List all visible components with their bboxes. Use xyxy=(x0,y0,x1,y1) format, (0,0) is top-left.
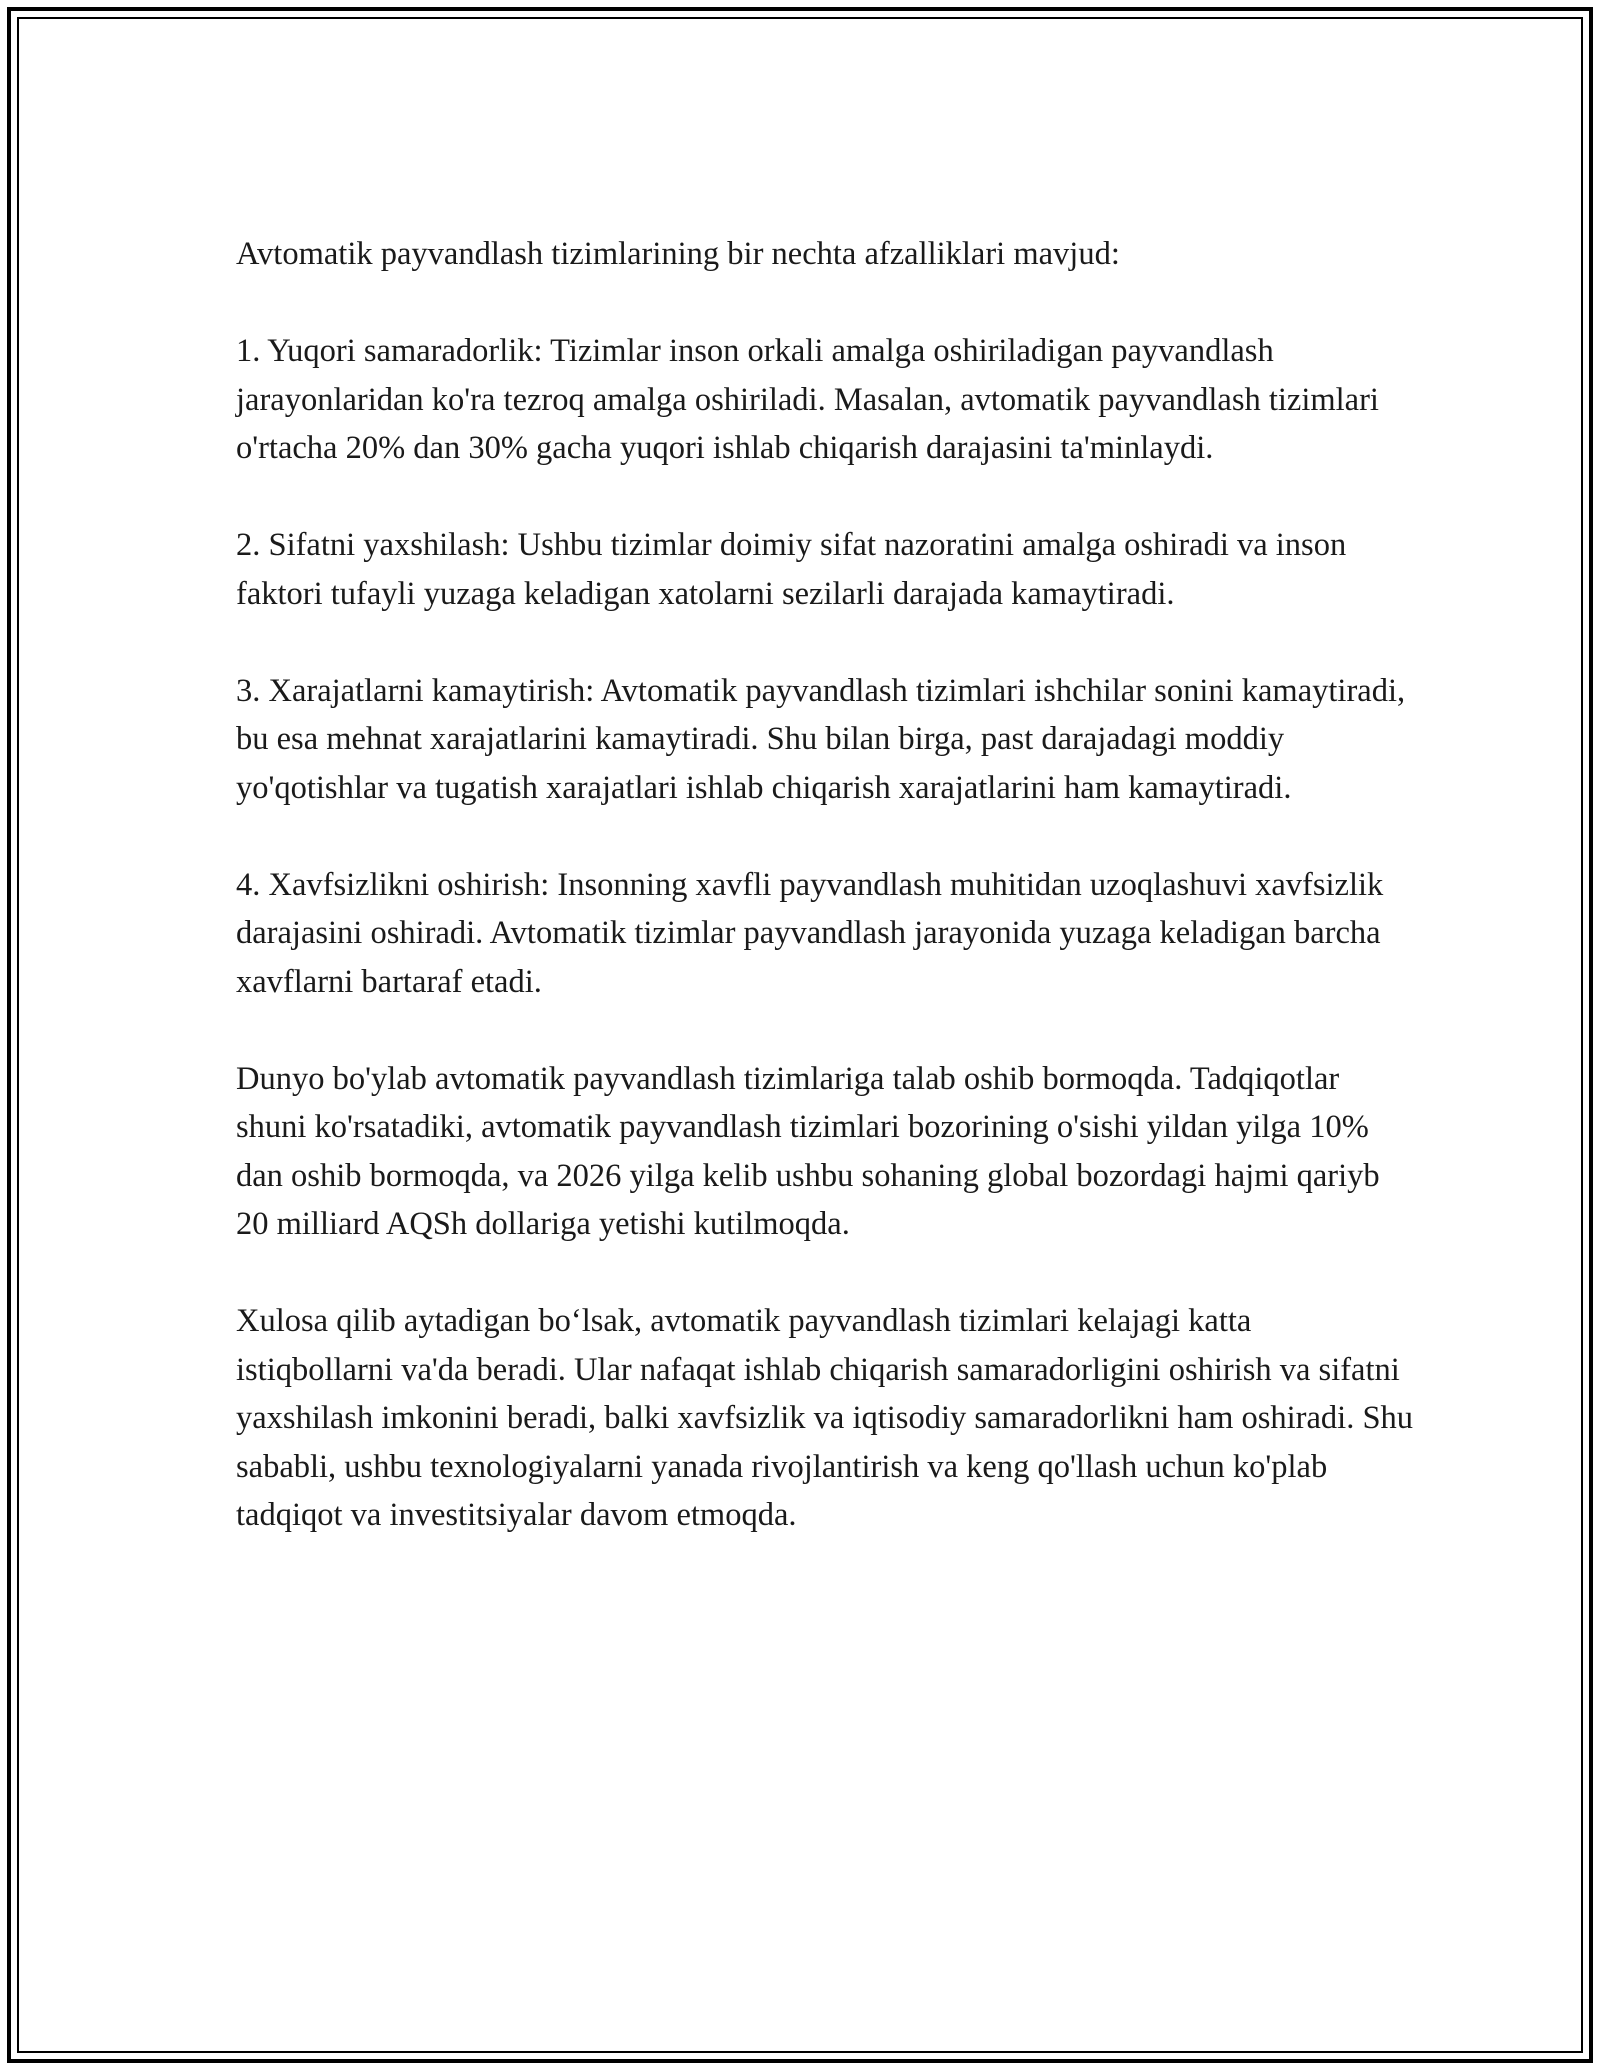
list-item-efficiency: 1. Yuqori samaradorlik: Tizimlar inson orkali amalga oshiriladigan payvandlash jarayonlaridan ko'ra tezroq amalga oshiriladi. Masalan, avtomatik payvandlash tizimlari o'rtacha 20% dan 30% gacha yuqori ishlab chiqarish darajasini ta'minlaydi. xyxy=(236,333,1379,466)
intro-paragraph: Avtomatik payvandlash tizimlarining bir nechta afzalliklari mavjud: xyxy=(236,236,1120,272)
list-item-safety: 4. Xavfsizlikni oshirish: Insonning xavfli payvandlash muhitidan uzoqlashuvi xavfsizlik darajasini oshiradi. Avtomatik tizimlar payvandlash jarayonida yuzaga keladigan barcha xavflarni bartaraf etadi. xyxy=(236,866,1384,1000)
document-body xyxy=(236,230,1416,1540)
list-item-costs: 3. Xarajatlarni kamaytirish: Avtomatik payvandlash tizimlari ishchilar sonini kamaytiradi, bu esa mehnat xarajatlarini kamaytiradi. Shu bilan birga, past darajadagi moddiy yo'qotishlar va tugatish xarajatlari ishlab chiqarish xarajatlarini ham kamaytiradi. xyxy=(236,672,1406,806)
conclusion-paragraph: Xulosa qilib aytadigan bo‘lsak, avtomatik payvandlash tizimlari kelajagi katta istiqbollarni va'da beradi. Ular nafaqat ishlab chiqarish samaradorligini oshirish va sifatni yaxshilash imkonini beradi, balki xavfsizlik va iqtisodiy samaradorlikni ham oshiradi. Shu sababli, ushbu texnologiyalarni yanada rivojlantirish va keng qo'llash uchun ko'plab tadqiqot va investitsiyalar davom etmoqda. xyxy=(236,1303,1414,1533)
list-item-quality: 2. Sifatni yaxshilash: Ushbu tizimlar doimiy sifat nazoratini amalga oshiradi va inson faktori tufayli yuzaga keladigan xatolarni sezilarli darajada kamaytiradi. xyxy=(236,527,1347,612)
market-paragraph: Dunyo bo'ylab avtomatik payvandlash tizimlariga talab oshib bormoqda. Tadqiqotlar shuni ko'rsatadiki, avtomatik payvandlash tizimlari bozorining o'sishi yildan yilga 10% dan oshib bormoqda, va 2026 yilga kelib ushbu sohaning global bozordagi hajmi qariyb 20 milliard AQSh dollariga yetishi kutilmoqda. xyxy=(236,1060,1380,1242)
